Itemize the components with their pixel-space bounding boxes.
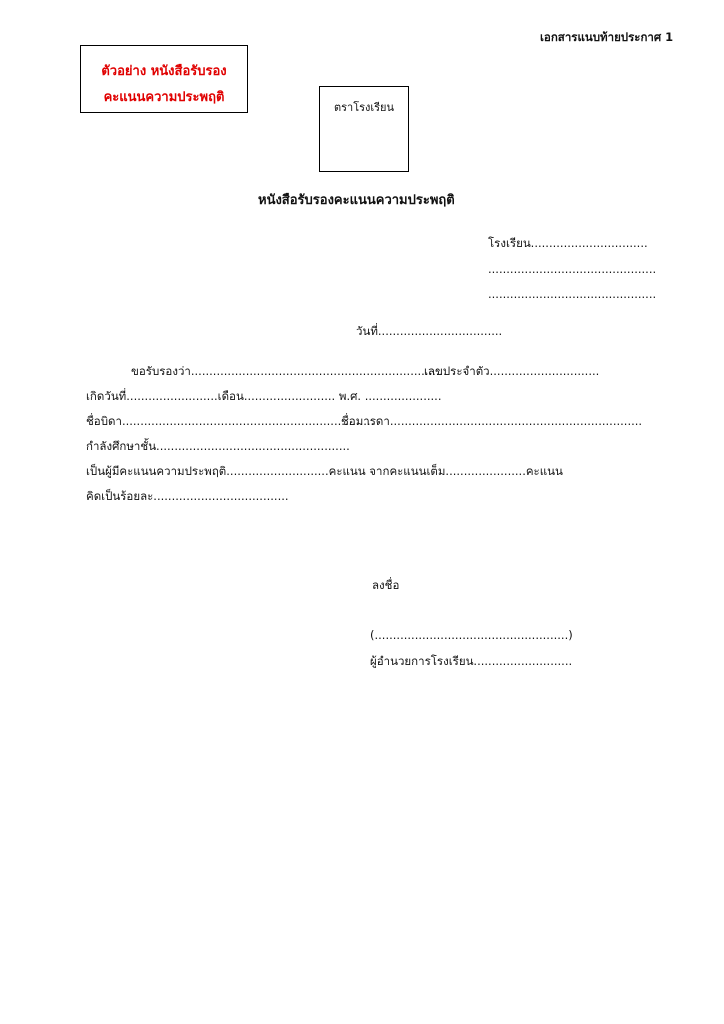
signer-name-line: (.....................................................)	[370, 628, 573, 642]
studying-grade-line: กำลังศึกษาชั้น.....................................................	[86, 439, 350, 453]
school-seal-label: ตราโรงเรียน	[333, 101, 395, 114]
mother-name-line: ชื่อมารดา.....................................................................	[341, 414, 643, 428]
attachment-label: เอกสารแนบท้ายประกาศ 1	[540, 30, 674, 44]
school-seal-box	[319, 86, 409, 172]
sample-notice-box	[80, 45, 248, 113]
address-line-1: ..............................................	[488, 262, 657, 276]
sample-notice-line-2: คะแนนความประพฤติ	[103, 90, 225, 105]
behavior-score-line: เป็นผู้มีคะแนนความประพฤติ............................คะแนน จากคะแนนเต็ม......................คะแนน	[86, 464, 563, 478]
sign-label: ลงชื่อ	[372, 578, 400, 592]
student-id-line: เลขประจำตัว..............................	[424, 364, 600, 378]
certify-line: ขอรับรองว่า......................................................................	[131, 364, 447, 378]
document-title: หนังสือรับรองคะแนนความประพฤติ	[258, 193, 455, 208]
address-line-2: ..............................................	[488, 287, 657, 301]
father-name-line: ชื่อบิดา.....................................................................	[86, 414, 375, 428]
sample-notice-line-1: ตัวอย่าง หนังสือรับรอง	[101, 64, 227, 79]
director-position-line: ผู้อำนวยการโรงเรียน...........................	[370, 654, 573, 668]
school-line: โรงเรียน................................	[488, 236, 648, 250]
date-line: วันที่..................................	[356, 324, 503, 338]
birth-date-line: เกิดวันที่.........................เดือน......................... พ.ศ. .....................	[86, 389, 442, 403]
percent-line: คิดเป็นร้อยละ.....................................	[86, 489, 289, 503]
